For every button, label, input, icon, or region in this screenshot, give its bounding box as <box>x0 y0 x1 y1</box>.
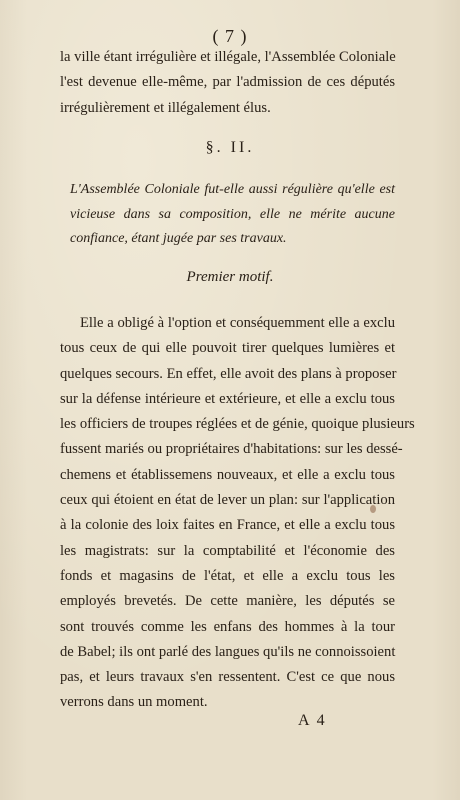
body-line: fussent mariés ou propriétaires d'habitations: sur les dessé- <box>60 441 403 458</box>
body-line: Elle a obligé à l'option et conséquemment elle a exclu <box>80 315 395 331</box>
section-title <box>70 178 395 252</box>
section-title-line: L'Assemblée Coloniale fut-elle aussi régulière qu'elle est <box>70 182 395 197</box>
signature-mark: A 4 <box>298 712 327 729</box>
body-line: fonds et magasins de l'état, et elle a exclu tous les <box>60 567 395 584</box>
body-line: sont trouvés comme les enfans des hommes à la tour <box>60 618 395 635</box>
body-line: sur la défense intérieure et extérieure, et elle a exclu tous <box>60 390 395 407</box>
page-number: ( 7 ) <box>212 26 248 46</box>
body-line: quelques secours. En effet, elle avoit des plans à proposer <box>60 365 397 382</box>
body-line: pas, et leurs travaux s'en ressentent. C'est ce que nous <box>60 669 395 686</box>
ink-stain <box>370 505 376 513</box>
body-line: tous ceux de qui elle pouvoit tirer quelques lumières et <box>60 340 395 357</box>
body-line: de Babel; ils ont parlé des langues qu'ils ne connoissoient <box>60 643 396 660</box>
subheading: Premier motif. <box>186 269 274 285</box>
body-line: ceux qui étoient en état de lever un plan: sur l'application <box>60 492 395 509</box>
body-line: les officiers de troupes réglées et de génie, quoique plusieurs <box>60 416 415 433</box>
body-line: chemens et établissemens nouveaux, et elle a exclu tous <box>60 466 395 483</box>
section-title-line: vicieuse dans sa composition, elle ne mérite aucune <box>70 206 395 222</box>
intro-line: irrégulièrement et illégalement élus. <box>60 99 271 116</box>
intro-line: l'est devenue elle-même, par l'admission de ces députés <box>60 74 395 91</box>
body-line: les magistrats: sur la comptabilité et l'économie des <box>60 542 395 559</box>
body-line: employés brevetés. De cette manière, les députés se <box>60 593 395 610</box>
section-title-line: confiance, étant jugée par ses travaux. <box>70 231 287 246</box>
section-mark: §. II. <box>205 139 255 156</box>
body-paragraph <box>60 311 415 716</box>
intro-line: la ville étant irrégulière et illégale, l'Assemblée Coloniale <box>60 49 396 65</box>
intro-paragraph <box>60 45 395 121</box>
body-line: verrons dans un moment. <box>60 694 208 711</box>
body-line: à la colonie des loix faites en France, et elle a exclu tous <box>60 517 395 534</box>
